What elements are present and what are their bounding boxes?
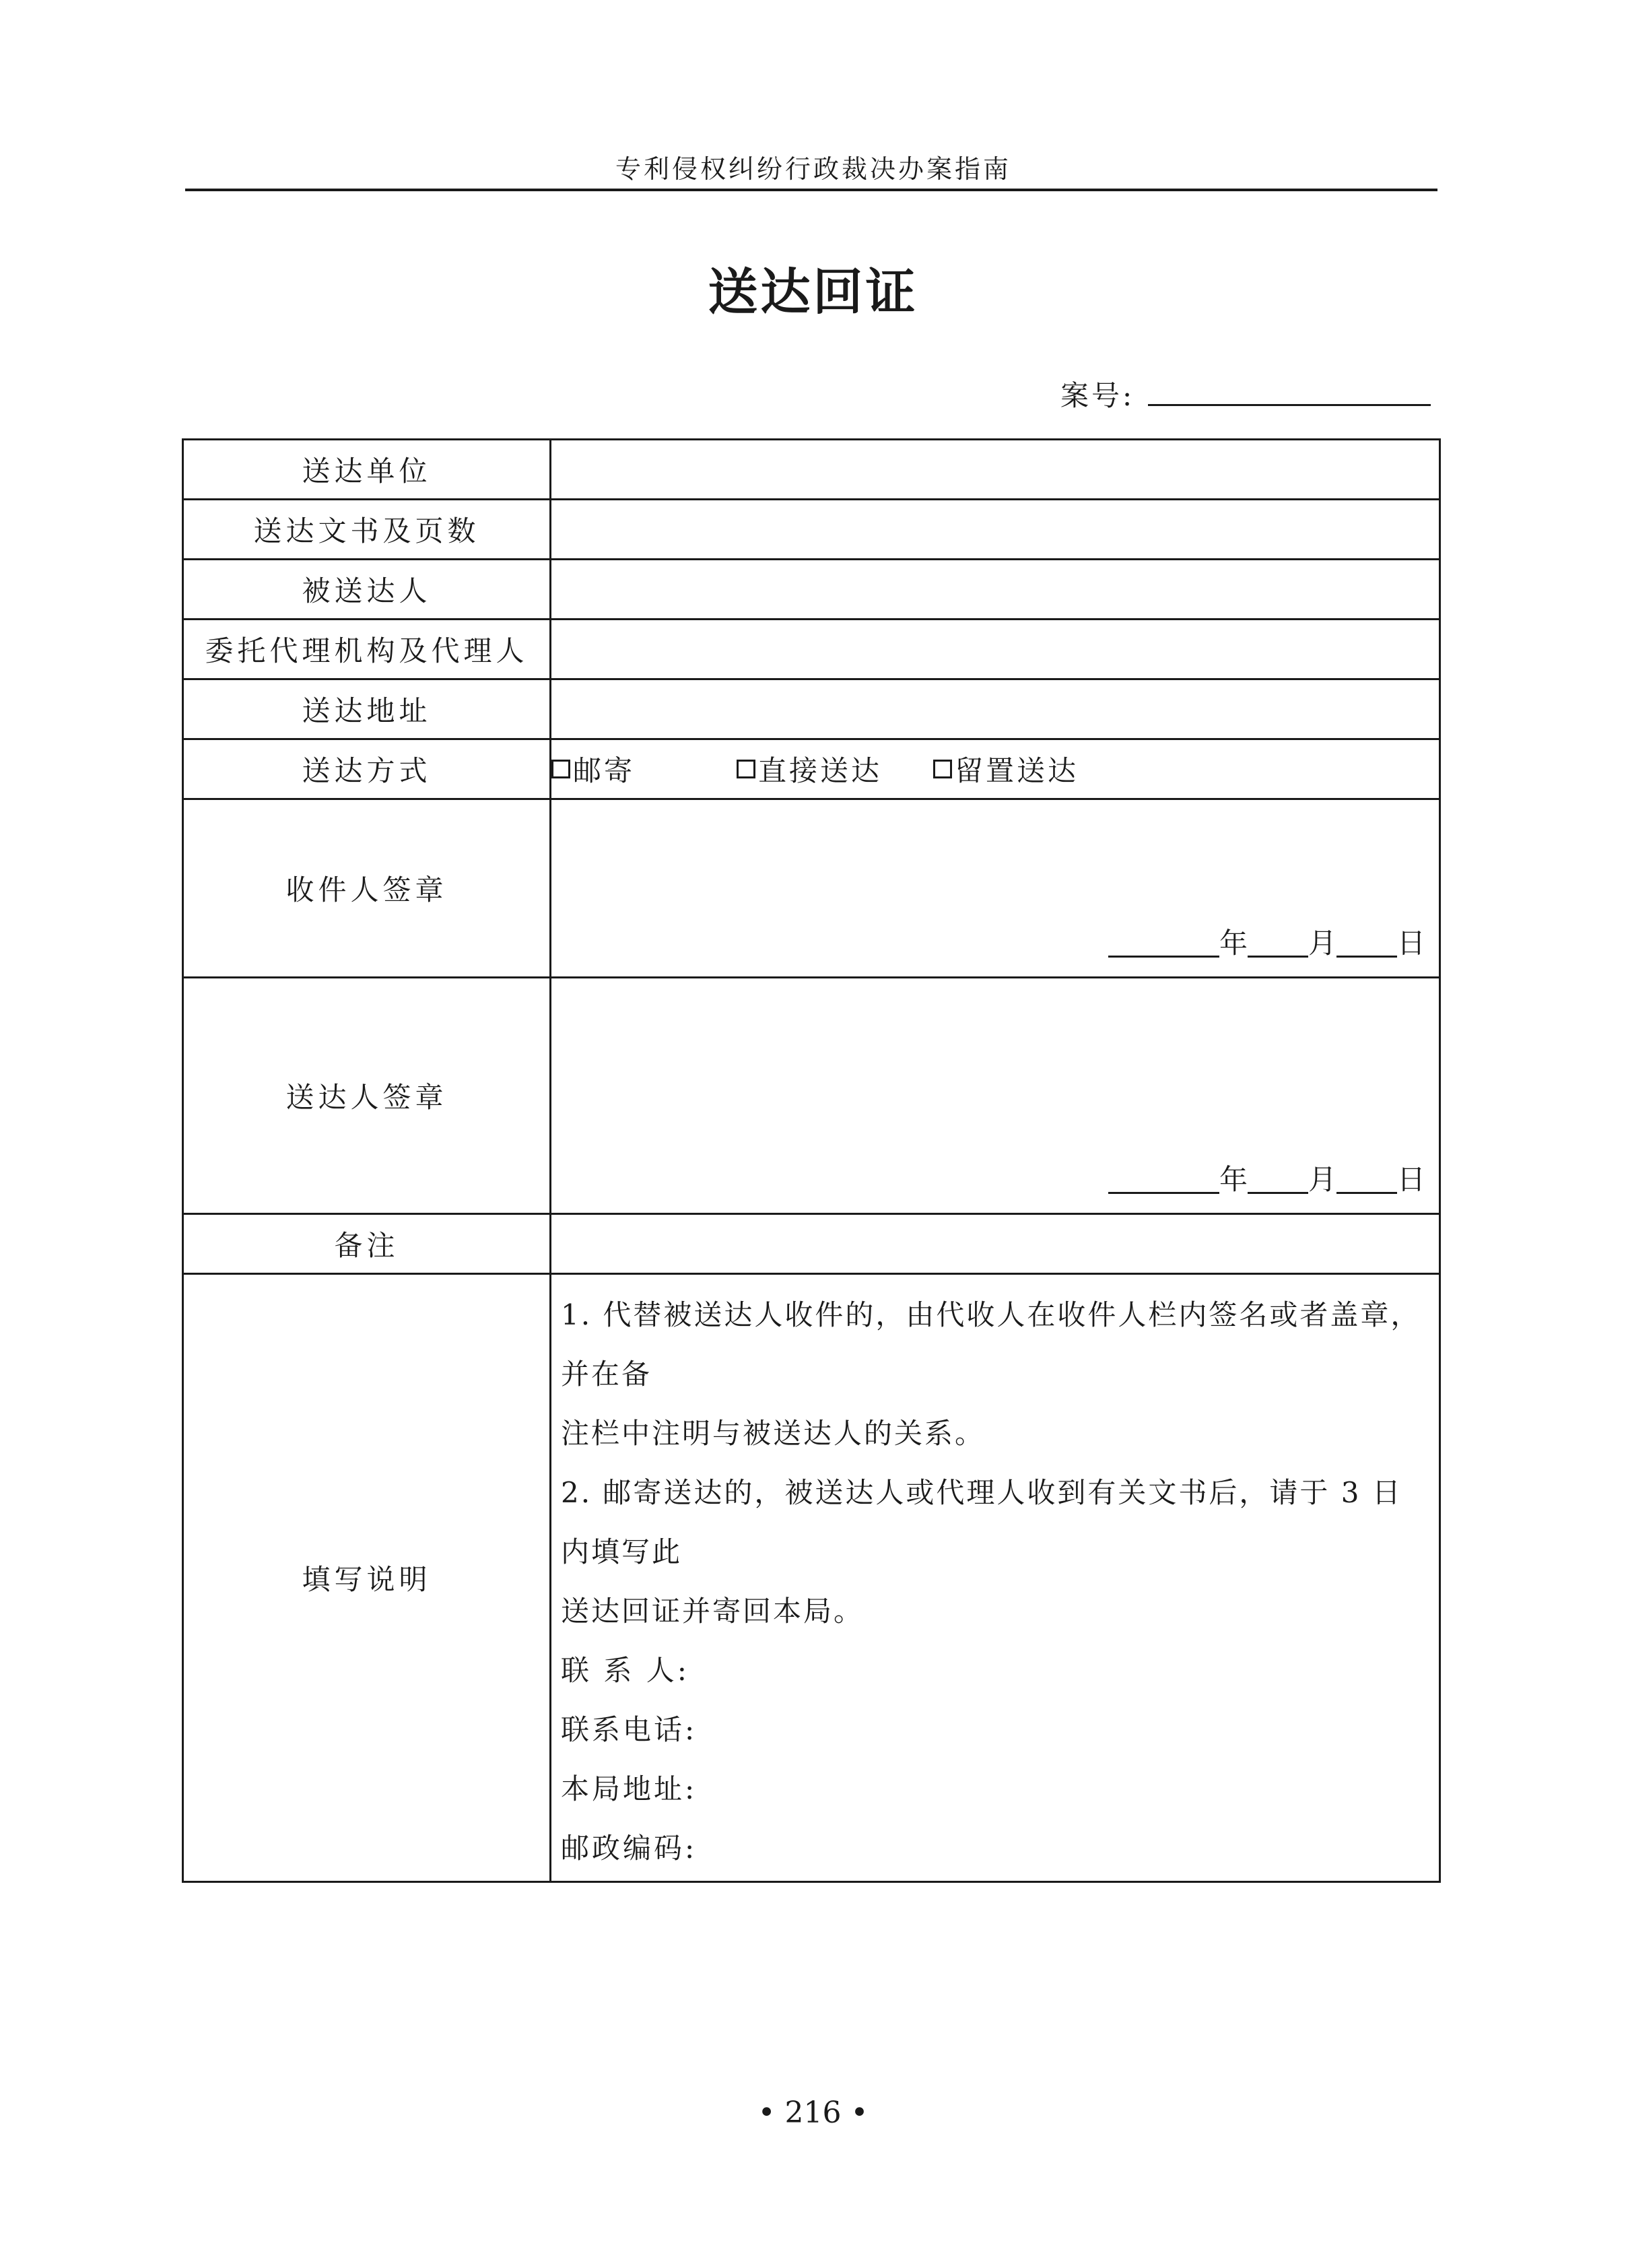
option-lodged[interactable] xyxy=(933,749,1079,789)
form-row xyxy=(183,560,1440,620)
form-row xyxy=(183,739,1440,799)
case-number-field[interactable] xyxy=(1148,404,1431,406)
running-header: 专利侵权纠纷行政裁决办案指南 xyxy=(615,154,1011,184)
option-direct[interactable] xyxy=(737,749,933,789)
day-label: 日 xyxy=(1396,927,1425,960)
service-method-options xyxy=(551,739,1440,799)
year-label: 年 xyxy=(1219,927,1248,960)
instruction-line: 1. 代替被送达人收件的，由代收人在收件人栏内签名或者盖章，并在备 xyxy=(561,1298,1421,1391)
postal-code-label: 邮政编码: xyxy=(561,1832,698,1865)
option-direct-label: 直接送达 xyxy=(758,754,883,787)
server-month-blank[interactable] xyxy=(1248,1168,1308,1194)
instruction-line: 注栏中注明与被送达人的关系。 xyxy=(561,1417,986,1450)
serving-unit-field[interactable] xyxy=(551,440,1440,500)
form-row xyxy=(183,1274,1440,1882)
checkbox-lodged[interactable] xyxy=(933,760,952,778)
form-row xyxy=(183,978,1440,1214)
form-row xyxy=(183,1214,1440,1274)
documents-and-pages-field[interactable] xyxy=(551,500,1440,560)
recipient-field[interactable] xyxy=(551,560,1440,620)
instruction-line: 2. 邮寄送达的，被送达人或代理人收到有关文书后，请于 3 日内填写此 xyxy=(561,1476,1402,1568)
label-service-method: 送达方式 xyxy=(183,739,551,799)
label-server-signature: 送达人签章 xyxy=(183,978,551,1214)
form-row xyxy=(183,500,1440,560)
contact-person-label: 联 系 人: xyxy=(561,1654,689,1687)
server-signature-field[interactable] xyxy=(551,978,1440,1214)
label-service-address: 送达地址 xyxy=(183,679,551,739)
label-agency-and-agent: 委托代理机构及代理人 xyxy=(183,620,551,679)
document-title: 送达回证 xyxy=(708,263,918,321)
checkbox-direct[interactable] xyxy=(737,760,755,778)
agency-and-agent-field[interactable] xyxy=(551,620,1440,679)
receiver-signature-field[interactable] xyxy=(551,799,1440,978)
instruction-line: 送达回证并寄回本局。 xyxy=(561,1595,865,1628)
label-documents-and-pages: 送达文书及页数 xyxy=(183,500,551,560)
form-row xyxy=(183,440,1440,500)
label-instructions: 填写说明 xyxy=(183,1274,551,1882)
year-label: 年 xyxy=(1219,1163,1248,1196)
office-address-label: 本局地址: xyxy=(561,1772,698,1805)
server-date-line xyxy=(1108,1158,1425,1198)
label-serving-unit: 送达单位 xyxy=(183,440,551,500)
day-label: 日 xyxy=(1396,1163,1425,1196)
month-label: 月 xyxy=(1308,1163,1336,1196)
label-remarks: 备注 xyxy=(183,1214,551,1274)
form-row xyxy=(183,679,1440,739)
service-receipt-form xyxy=(182,438,1441,1883)
receiver-year-blank[interactable] xyxy=(1108,931,1219,958)
label-recipient: 被送达人 xyxy=(183,560,551,620)
option-lodged-label: 留置送达 xyxy=(955,754,1079,787)
receiver-day-blank[interactable] xyxy=(1336,931,1397,958)
page-number: • 216 • xyxy=(757,2096,869,2130)
month-label: 月 xyxy=(1308,927,1336,960)
receiver-date-line xyxy=(1108,921,1425,962)
contact-phone-label: 联系电话: xyxy=(561,1713,698,1746)
header-rule xyxy=(185,189,1437,191)
checkbox-mail[interactable] xyxy=(551,760,570,778)
case-number-label: 案号: xyxy=(1060,379,1135,412)
form-row xyxy=(183,620,1440,679)
option-mail-label: 邮寄 xyxy=(573,754,636,787)
instructions-cell xyxy=(551,1274,1440,1882)
service-address-field[interactable] xyxy=(551,679,1440,739)
form-row xyxy=(183,799,1440,978)
remarks-field[interactable] xyxy=(551,1214,1440,1274)
server-year-blank[interactable] xyxy=(1108,1168,1219,1194)
receiver-month-blank[interactable] xyxy=(1248,931,1308,958)
server-day-blank[interactable] xyxy=(1336,1168,1397,1194)
option-mail[interactable] xyxy=(551,749,737,789)
label-receiver-signature: 收件人签章 xyxy=(183,799,551,978)
